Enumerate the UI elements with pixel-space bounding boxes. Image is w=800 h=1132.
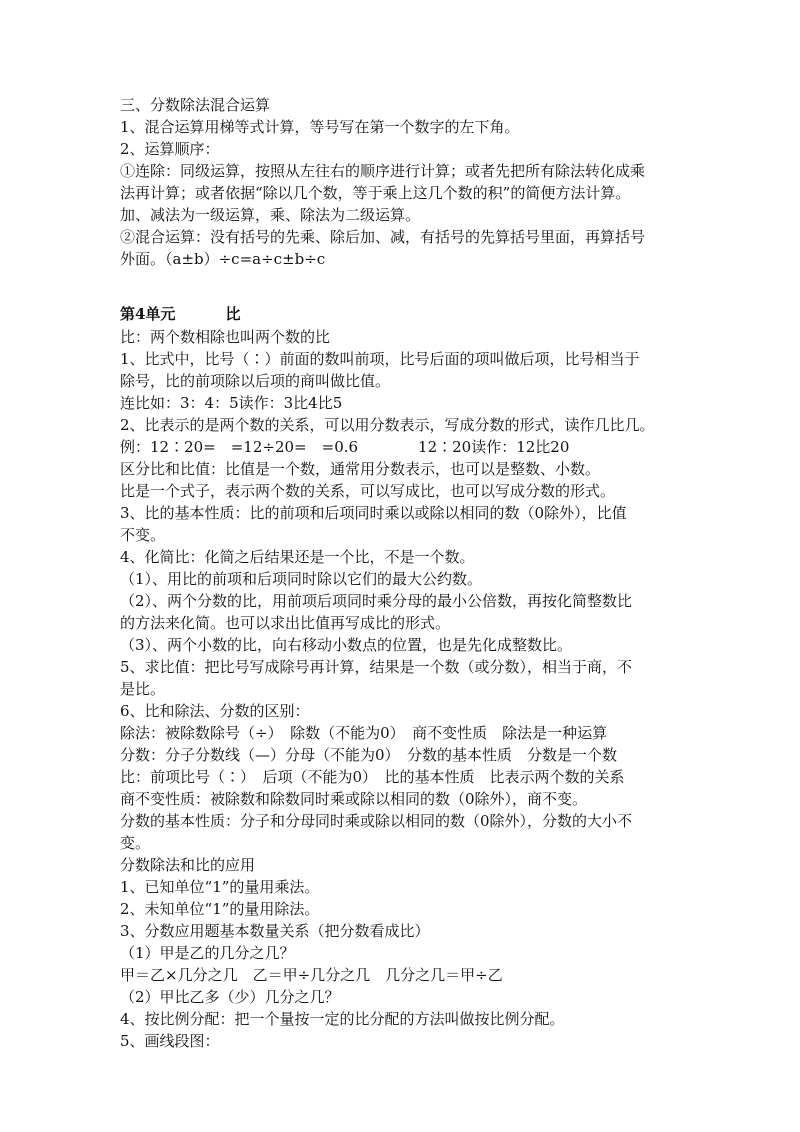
unit4-line: 区分比和比值：比值是一个数，通常用分数表示，也可以是整数、小数。 xyxy=(120,460,601,478)
section-title: 三、分数除法混合运算 xyxy=(120,96,271,114)
section3-line: 外面。（a±b）÷c=a÷c±b÷c xyxy=(120,250,326,268)
unit4-line: 3、分数应用题基本数量关系（把分数看成比） xyxy=(120,922,430,940)
unit4-line: （1）、用比的前项和后项同时除以它们的最大公约数。 xyxy=(120,570,483,588)
unit4-line: 比是一个式子，表示两个数的关系，可以写成比，也可以写成分数的形式。 xyxy=(120,482,616,500)
unit4-line: 2、未知单位“1”的量用除法。 xyxy=(120,900,320,918)
unit4-line: （3）、两个小数的比，向右移动小数点的位置，也是先化成整数比。 xyxy=(120,636,573,654)
section3-line: ②混合运算：没有括号的先乘、除后加、减，有括号的先算括号里面，再算括号 xyxy=(120,228,646,246)
unit4-line: 连比如：3：4：5读作：3比4比5 xyxy=(120,394,343,412)
unit4-line: 例：12∶20= =12÷20= =0.6 12∶20读作：12比20 xyxy=(120,438,570,456)
section3-line: 法再计算；或者依据“除以几个数，等于乘上这几个数的积”的简便方法计算。 xyxy=(120,184,631,202)
unit4-line: 变。 xyxy=(120,834,151,852)
unit4-line: 比：两个数相除也叫两个数的比 xyxy=(120,328,331,346)
unit4-line: 除法：被除数除号（÷） 除数（不能为0） 商不变性质 除法是一种运算 xyxy=(120,724,608,742)
section3-line: 2、运算顺序： xyxy=(120,140,220,158)
unit4-line: 是比。 xyxy=(120,680,166,698)
unit4-line: 分数：分子分数线（—）分母（不能为0） 分数的基本性质 分数是一个数 xyxy=(120,746,618,764)
unit4-line: 甲＝乙×几分之几 乙＝甲÷几分之几 几分之几＝甲÷乙 xyxy=(120,966,503,984)
unit4-line: （1）甲是乙的几分之几？ xyxy=(120,944,295,962)
unit4-line: 3、比的基本性质：比的前项和后项同时乘以或除以相同的数（0除外），比值 xyxy=(120,504,627,522)
unit4-line: 1、已知单位“1”的量用乘法。 xyxy=(120,878,320,896)
unit4-line: 2、比表示的是两个数的关系，可以用分数表示，写成分数的形式，读作几比几。 xyxy=(120,416,655,434)
unit4-line: 分数的基本性质：分子和分母同时乘或除以相同的数（0除外），分数的大小不 xyxy=(120,812,633,830)
unit4-line: （2）甲比乙多（少）几分之几？ xyxy=(120,988,340,1006)
unit4-line: 分数除法和比的应用 xyxy=(120,856,256,874)
unit4-line: 4、按比例分配：把一个量按一定的比分配的方法叫做按比例分配。 xyxy=(120,1010,565,1028)
unit-heading-topic: 比 xyxy=(225,305,241,323)
section3-line: ①连除：同级运算，按照从左往右的顺序进行计算；或者先把所有除法转化成乘 xyxy=(120,162,646,180)
unit-heading xyxy=(120,303,690,325)
unit4-line: （2）、两个分数的比，用前项后项同时乘分母的最小公倍数，再按化简整数比 xyxy=(120,592,633,610)
unit4-line: 的方法来化简。也可以求出比值再写成比的形式。 xyxy=(120,614,451,632)
unit4-line: 比：前项比号（∶） 后项（不能为0） 比的基本性质 比表示两个数的关系 xyxy=(120,768,625,786)
unit4-line: 除号，比的前项除以后项的商叫做比值。 xyxy=(120,372,391,390)
unit4-line: 5、求比值：把比号写成除号再计算，结果是一个数（或分数），相当于商，不 xyxy=(120,658,633,676)
unit4-line: 5、画线段图： xyxy=(120,1032,220,1050)
unit4-line: 6、比和除法、分数的区别： xyxy=(120,702,310,720)
unit4-line: 商不变性质：被除数和除数同时乘或除以相同的数（0除外），商不变。 xyxy=(120,790,588,808)
section3-line: 加、减法为一级运算，乘、除法为二级运算。 xyxy=(120,206,421,224)
unit4-line: 4、化简比：化简之后结果还是一个比，不是一个数。 xyxy=(120,548,475,566)
unit4-line: 不变。 xyxy=(120,526,166,544)
unit4-line: 1、比式中，比号（∶）前面的数叫前项，比号后面的项叫做后项，比号相当于 xyxy=(120,350,640,368)
unit-heading-label: 第4单元 xyxy=(120,305,176,323)
section3-line: 1、混合运算用梯等式计算，等号写在第一个数字的左下角。 xyxy=(120,118,520,136)
